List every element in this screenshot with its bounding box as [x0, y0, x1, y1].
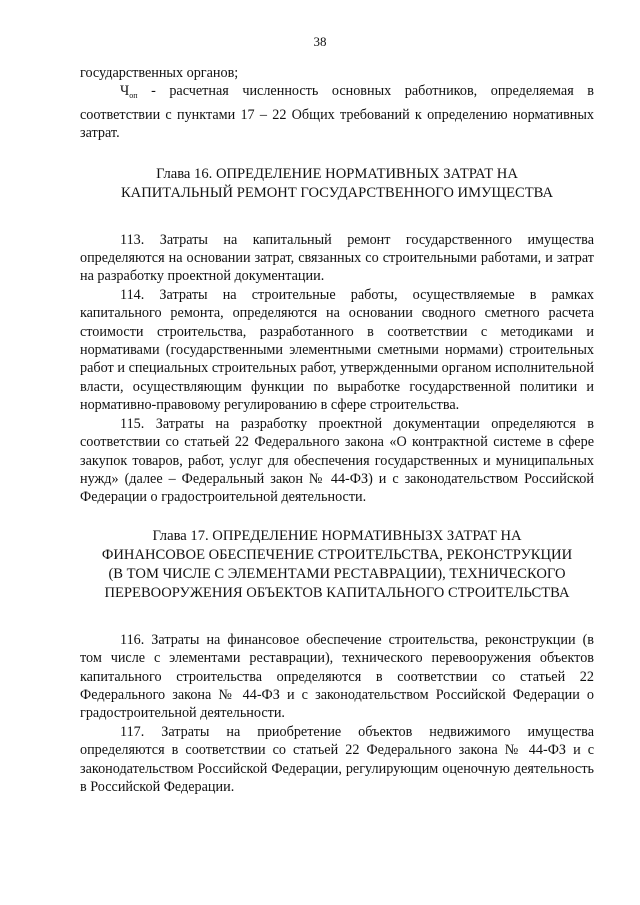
paragraph-116: 116. Затраты на финансовое обеспечение строительства, реконструкции (в том числе с элементами реставрации), технического перевооружения объектов капитального строительства определяются в соответствии со статьей 22 Федерального закона № 44-ФЗ и с законодательством Российской Федерации о градостроительной деятельности. — [80, 631, 594, 722]
definition-subscript: оп — [129, 91, 138, 101]
paragraph-115: 115. Затраты на разработку проектной документации определяются в соответствии со статьей 22 Федерального закона «О контрактной системе в сфере закупок товаров, работ, услуг для обеспечения государственных и муниципальных нужд» (далее – Федеральный закон № 44-ФЗ) и с законодательством Российской Федерации о градостроительной деятельности. — [80, 415, 594, 506]
definition-paragraph — [80, 82, 594, 142]
chapter-16-heading-line: Глава 16. ОПРЕДЕЛЕНИЕ НОРМАТИВНЫХ ЗАТРАТ НА — [156, 165, 518, 182]
chapter-16-heading — [80, 165, 594, 203]
chapter-17-heading-line: ФИНАНСОВОЕ ОБЕСПЕЧЕНИЕ СТРОИТЕЛЬСТВА, РЕКОНСТРУКЦИИ — [101, 546, 573, 563]
chapter-17-heading — [80, 527, 594, 603]
chapter-17-heading-line: ПЕРЕВООРУЖЕНИЯ ОБЪЕКТОВ КАПИТАЛЬНОГО СТРОИТЕЛЬСТВА — [104, 584, 570, 601]
page-content — [80, 64, 594, 796]
paragraph-113: 113. Затраты на капитальный ремонт государственного имущества определяются на основании затрат, связанных со строительными работами, и затрат на разработку проектной документации. — [80, 231, 594, 285]
chapter-17-heading-line: Глава 17. ОПРЕДЕЛЕНИЕ НОРМАТИВНЫЗХ ЗАТРАТ НА — [152, 527, 522, 544]
definition-text: - расчетная численность основных работников, определяемая в соответствии с пунктами 17 – 22 Общих требований к определению нормативных затрат. — [80, 83, 594, 142]
chapter-16-heading-line: КАПИТАЛЬНЫЙ РЕМОНТ ГОСУДАРСТВЕННОГО ИМУЩЕСТВА — [120, 184, 554, 201]
chapter-17-heading-line: (В ТОМ ЧИСЛЕ С ЭЛЕМЕНТАМИ РЕСТАВРАЦИИ), ТЕХНИЧЕСКОГО — [108, 565, 566, 582]
paragraph-117: 117. Затраты на приобретение объектов недвижимого имущества определяются в соответствии со статьей 22 Федерального закона № 44-ФЗ и с законодательством Российской Федерации, регулирующим оценочную деятельность в Российской Федерации. — [80, 723, 594, 795]
page-number: 38 — [313, 34, 327, 49]
definition-symbol: Ч — [120, 83, 130, 100]
paragraph-114: 114. Затраты на строительные работы, осуществляемые в рамках капитального ремонта, определяются на основании сводного сметного расчета стоимости строительства, разработанного в соответствии с методиками и нормативами (государственными элементными сметными нормами) строительных работ и специальных строительных работ, утвержденными органом исполнительной власти, осуществляющим функции по выработке государственной политики и нормативно-правовому регулированию в сфере строительства. — [80, 286, 594, 414]
intro-line: государственных органов; — [80, 65, 239, 81]
